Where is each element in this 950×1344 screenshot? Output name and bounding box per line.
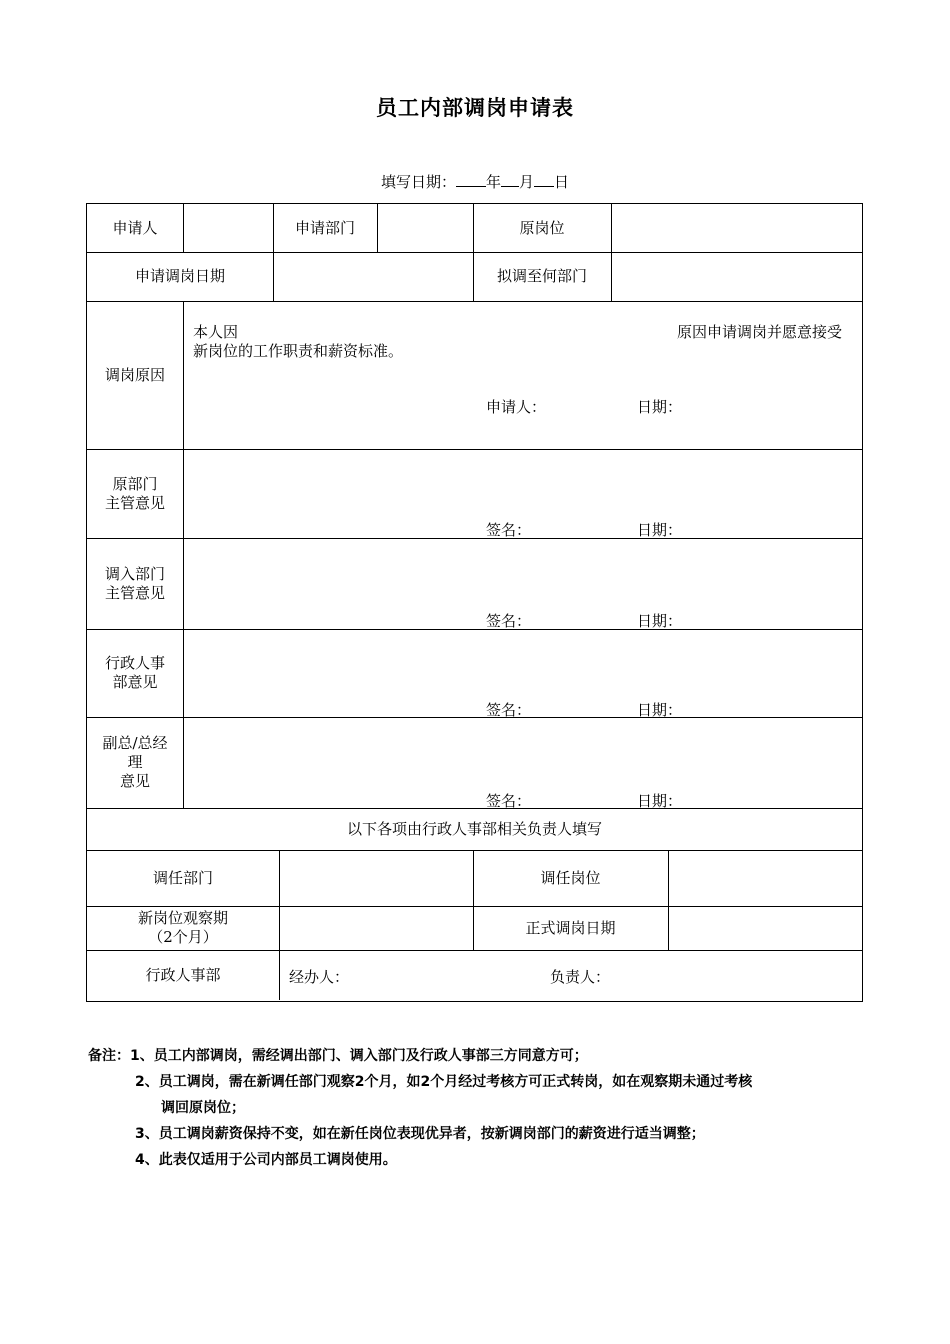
opinion-label-line: 部意见 — [112, 673, 158, 691]
opinion-label-line: 行政人事 — [104, 654, 165, 672]
opinion-date: 日期： — [637, 792, 683, 810]
opinion-sign: 签名： — [486, 792, 532, 810]
original-position-input[interactable] — [612, 204, 862, 252]
hr-department-label: 行政人事部 — [145, 966, 221, 984]
assigned-position-input[interactable] — [669, 850, 862, 906]
reason-line2: 新岗位的工作职责和薪资标准。 — [193, 342, 404, 360]
formal-date-label: 正式调岗日期 — [525, 918, 616, 937]
formal-date-input[interactable] — [669, 906, 862, 950]
note-line — [88, 1043, 868, 1069]
reason-line1-start: 本人因 — [193, 323, 239, 341]
department-input[interactable] — [378, 204, 473, 252]
original-position-label: 原岗位 — [519, 218, 565, 237]
note-item: 3、员工调岗薪资保持不变，如在新任岗位表现优异者，按新调岗部门的薪资进行适当调整； — [135, 1126, 705, 1142]
assigned-department-input[interactable] — [280, 850, 473, 906]
target-dept-opinion-label — [87, 538, 183, 629]
year-label: 年 — [485, 173, 501, 191]
opinion-label-line: 主管意见 — [104, 493, 165, 512]
opinion-label-line: 原部门 — [112, 474, 158, 493]
probation-label-line: 新岗位观察期 — [137, 909, 228, 927]
opinion-date: 日期： — [637, 521, 683, 539]
gm-opinion-label — [87, 717, 183, 808]
probation-input[interactable] — [280, 906, 473, 950]
probation-label-line: （2个月） — [148, 928, 218, 946]
target-department-label: 拟调至何部门 — [496, 267, 587, 285]
transfer-date-label: 申请调岗日期 — [134, 267, 225, 285]
opinion-label-line: 主管意见 — [104, 583, 165, 602]
applicant-label: 申请人 — [112, 218, 158, 237]
opinion-label-line: 副总/总经 — [102, 734, 168, 752]
assigned-position-label: 调任岗位 — [540, 868, 601, 887]
opinion-date: 日期： — [637, 701, 683, 719]
probation-label — [87, 906, 279, 950]
day-blank[interactable] — [534, 172, 554, 187]
transfer-date-input[interactable] — [274, 252, 473, 301]
reason-date: 日期： — [637, 398, 683, 416]
responsible-label: 负责人： — [550, 968, 611, 986]
target-department-input[interactable] — [612, 252, 862, 301]
hr-section-header: 以下各项由行政人事部相关负责人填写 — [346, 819, 602, 838]
fill-date — [0, 171, 950, 192]
opinion-sign: 签名： — [486, 521, 532, 539]
month-blank[interactable] — [501, 172, 519, 187]
note-item: 调回原岗位； — [161, 1100, 245, 1116]
hr-opinion-label — [87, 629, 183, 717]
note-item: 1、员工内部调岗，需经调出部门、调入部门及行政人事部三方同意方可； — [130, 1048, 588, 1064]
year-blank[interactable] — [456, 172, 486, 187]
opinion-label-line: 调入部门 — [104, 564, 165, 583]
opinion-date: 日期： — [637, 612, 683, 630]
opinion-sign: 签名： — [486, 612, 532, 630]
reason-line1-end: 原因申请调岗并愿意接受 — [677, 323, 843, 341]
reason-applicant-sign: 申请人： — [486, 398, 547, 416]
note-item: 2、员工调岗，需在新调任部门观察2个月，如2个月经过考核方可正式转岗，如在观察期未通过考核 — [135, 1074, 753, 1090]
opinion-sign: 签名： — [486, 701, 532, 719]
applicant-input[interactable] — [184, 204, 273, 252]
original-dept-opinion-label — [87, 449, 183, 538]
day-label: 日 — [554, 173, 570, 191]
notes-prefix: 备注： — [88, 1048, 130, 1064]
assigned-department-label: 调任部门 — [152, 868, 213, 887]
note-item: 4、此表仅适用于公司内部员工调岗使用。 — [135, 1152, 397, 1168]
page-title: 员工内部调岗申请表 — [376, 96, 574, 120]
handler-label: 经办人： — [289, 968, 350, 986]
opinion-label-line: 意见 — [119, 772, 150, 790]
reason-label: 调岗原因 — [104, 365, 165, 384]
month-label: 月 — [519, 173, 535, 191]
fill-date-label: 填写日期： — [380, 173, 456, 191]
application-form-table — [86, 203, 863, 1002]
opinion-label-line: 理 — [127, 753, 143, 771]
department-label: 申请部门 — [294, 218, 355, 237]
notes — [88, 1043, 868, 1173]
